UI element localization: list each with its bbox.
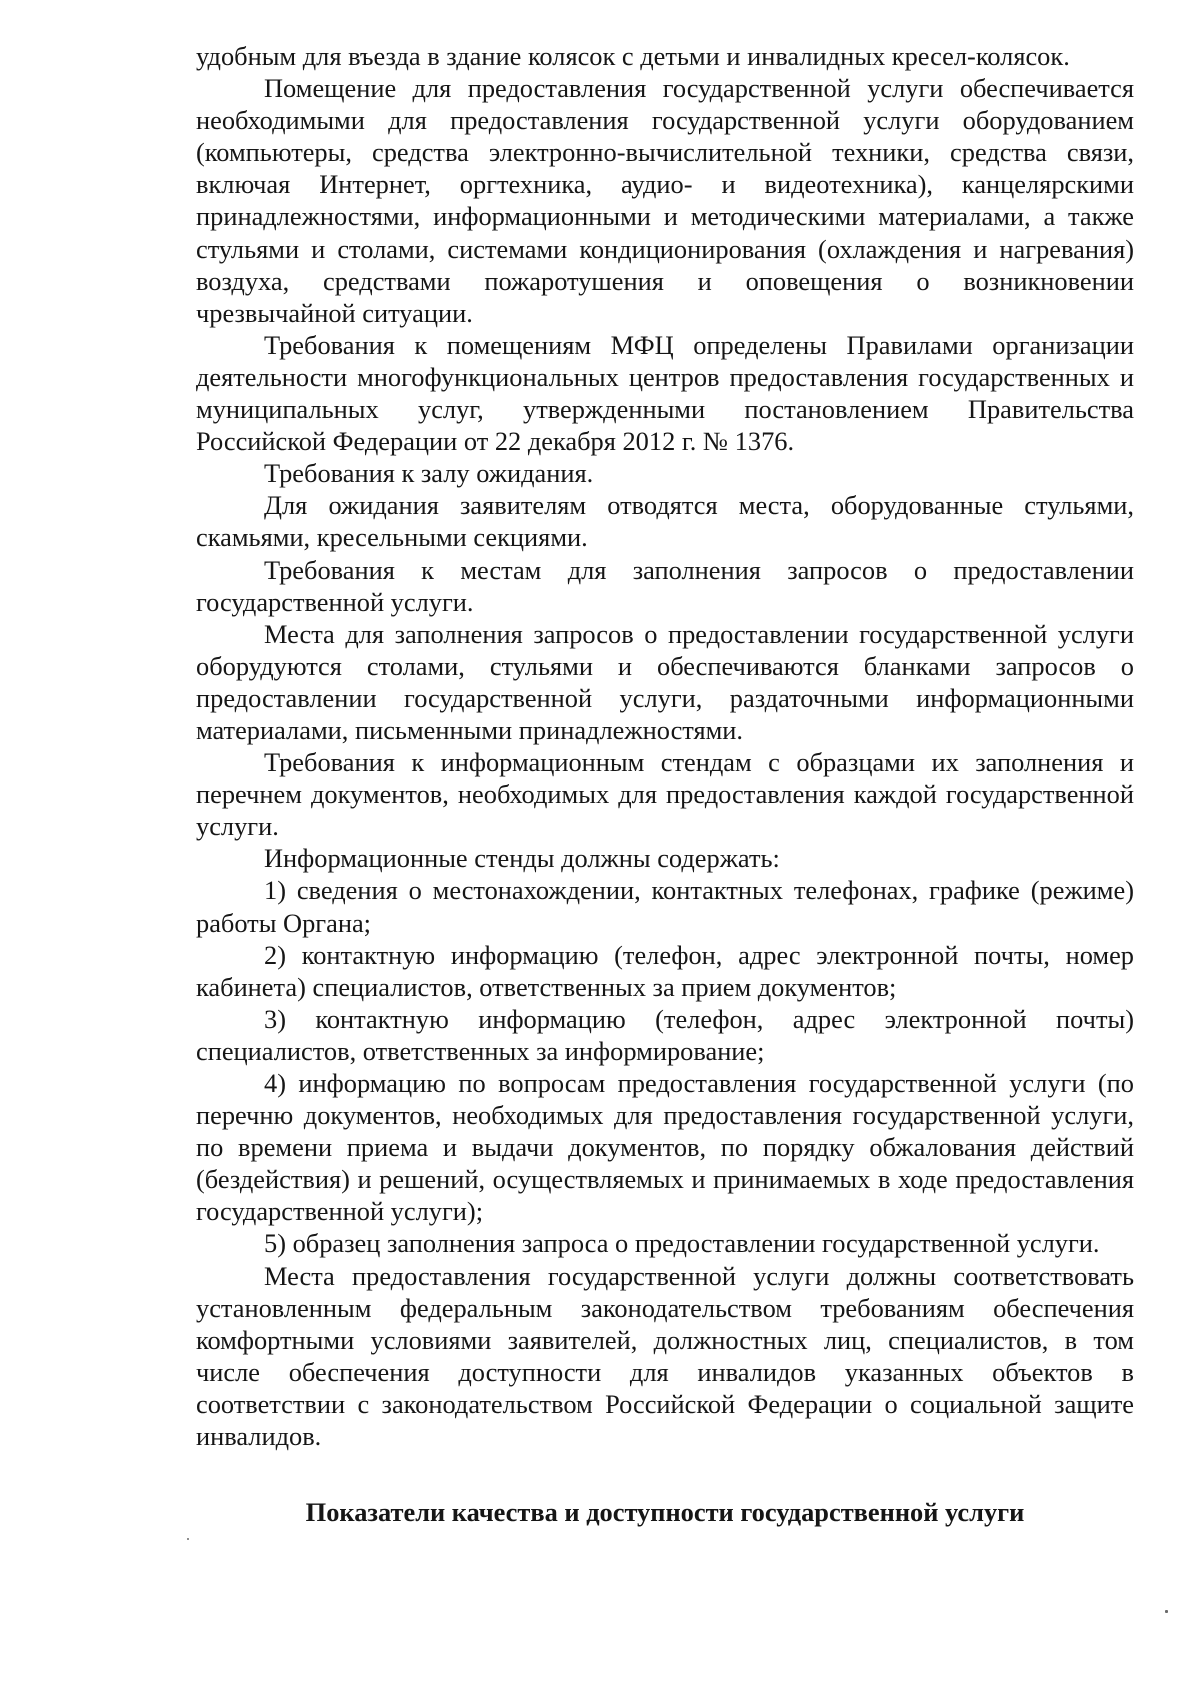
- paragraph: Помещение для предоставления государственной услуги обеспечивается необходимыми для предоставления государственной услуги оборудованием (компьютеры, средства электронно-вычислительной техники, средства связи, включая Интернет, оргтехника, аудио- и видеотехника), канцелярскими принадлежностями, информационными и методическими материалами, а также стульями и столами, системами кондиционирования (охлаждения и нагревания) воздуха, средствами пожаротушения и оповещения о возникновении чрезвычайной ситуации.: [196, 73, 1134, 328]
- paragraph: Места предоставления государственной услуги должны соответствовать установленным федеральным законодательством требованиям обеспечения комфортными условиями заявителей, должностных лиц, специалистов, в том числе обеспечения доступности для инвалидов указанных объектов в соответствии с законодательством Российской Федерации о социальной защите инвалидов.: [196, 1260, 1134, 1452]
- paragraph: Требования к помещениям МФЦ определены Правилами организации деятельности многофункциональных центров предоставления государственных и муниципальных услуг, утвержденными постановлением Правительства Российской Федерации от 22 декабря 2012 г. № 1376.: [196, 329, 1134, 457]
- list-item: 2) контактную информацию (телефон, адрес электронной почты, номер кабинета) специалистов, ответственных за прием документов;: [196, 939, 1134, 1002]
- paragraph: Места для заполнения запросов о предоставлении государственной услуги оборудуются столами, стульями и обеспечиваются бланками запросов о предоставлении государственной услуги, раздаточными информационными материалами, письменными принадлежностями.: [196, 618, 1134, 745]
- scan-speck: [187, 1538, 189, 1540]
- scan-speck: [1165, 1610, 1168, 1613]
- paragraph: Требования к информационным стендам с образцами их заполнения и перечнем документов, необходимых для предоставления каждой государственной услуги.: [196, 747, 1134, 842]
- list-item: 3) контактную информацию (телефон, адрес электронной почты) специалистов, ответственных за информирование;: [196, 1003, 1134, 1066]
- paragraph: Требования к местам для заполнения запросов о предоставлении государственной услуги.: [196, 554, 1134, 617]
- section-heading: Показатели качества и доступности государственной услуги: [305, 1497, 1025, 1527]
- list-item: 4) информацию по вопросам предоставления государственной услуги (по перечню документов, необходимых для предоставления государственной услуги, по времени приема и выдачи документов, по порядку обжалования действий (бездействия) и решений, осуществляемых и принимаемых в ходе предоставления государственной услуги);: [196, 1068, 1134, 1227]
- list-item: 1) сведения о местонахождении, контактных телефонах, графике (режиме) работы Органа;: [196, 875, 1134, 938]
- paragraph: Для ожидания заявителям отводятся места, оборудованные стульями, скамьями, кресельными секциями.: [196, 490, 1134, 553]
- paragraph: Требования к залу ожидания.: [264, 458, 594, 489]
- document-body: [196, 40, 1134, 1452]
- list-item: 5) образец заполнения запроса о предоставлении государственной услуги.: [264, 1228, 1100, 1259]
- paragraph: Информационные стенды должны содержать:: [264, 843, 780, 874]
- paragraph: удобным для въезда в здание колясок с детьми и инвалидных кресел-колясок.: [196, 41, 1070, 71]
